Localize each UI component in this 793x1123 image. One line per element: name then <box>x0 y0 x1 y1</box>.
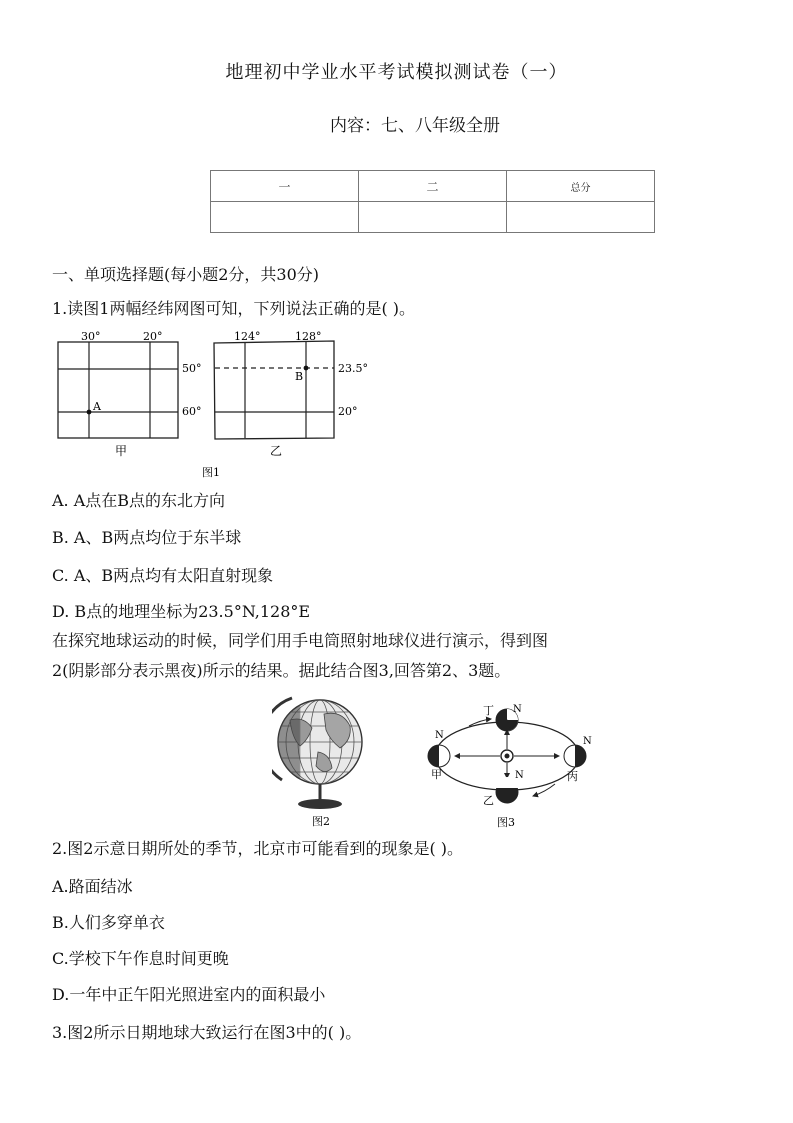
pos-bing: 丙 <box>567 770 578 783</box>
north-label-yi: N <box>515 770 524 781</box>
score-value-2[interactable] <box>359 202 507 233</box>
north-label-jia: N <box>435 730 444 741</box>
section-heading: 一、单项选择题(每小题2分，共30分) <box>52 265 320 284</box>
figure3-caption: 图3 <box>497 816 515 829</box>
q1-option-a[interactable]: A. A点在B点的东北方向 <box>52 491 226 510</box>
point-a-marker <box>87 410 92 415</box>
earth-bing <box>564 745 586 767</box>
score-table-header-row <box>211 171 655 202</box>
point-b-marker <box>304 366 309 371</box>
q2-option-c[interactable]: C.学校下午作息时间更晚 <box>52 949 229 968</box>
q1-option-b[interactable]: B. A、B两点均位于东半球 <box>52 528 242 547</box>
jia-lon-2: 20° <box>143 330 163 343</box>
q1-stem: 1.读图1两幅经纬网图可知，下列说法正确的是( )。 <box>52 299 416 318</box>
graticule-yi <box>214 330 368 458</box>
figure1-graticules <box>52 328 382 480</box>
north-label-bing: N <box>583 736 592 747</box>
q2-option-b[interactable]: B.人们多穿单衣 <box>52 913 165 932</box>
jia-lat-1: 50° <box>182 362 202 375</box>
score-header-total: 总分 <box>507 171 655 202</box>
score-header-1: 一 <box>211 171 359 202</box>
point-a-label: A <box>93 400 101 413</box>
figure2-globe <box>272 690 372 830</box>
yi-lat-2: 20° <box>338 405 358 418</box>
pos-ding: 丁 <box>483 704 494 717</box>
jia-label: 甲 <box>115 444 128 458</box>
jia-lon-1: 30° <box>81 330 101 343</box>
q2-stem: 2.图2示意日期所处的季节，北京市可能看到的现象是( )。 <box>52 839 464 858</box>
score-table-value-row <box>211 202 655 233</box>
score-header-2: 二 <box>359 171 507 202</box>
intro-line-2: 2(阴影部分表示黑夜)所示的结果。据此结合图3,回答第2、3题。 <box>52 661 511 680</box>
q3-stem: 3.图2所示日期地球大致运行在图3中的( )。 <box>52 1023 362 1042</box>
yi-lat-1: 23.5° <box>338 362 368 375</box>
pos-yi: 乙 <box>483 794 494 807</box>
intro-line-1: 在探究地球运动的时候，同学们用手电筒照射地球仪进行演示，得到图 <box>52 631 549 650</box>
q1-option-d[interactable]: D. B点的地理坐标为23.5°N,128°E <box>52 602 311 621</box>
figure1-caption: 图1 <box>202 466 220 479</box>
graticule-jia <box>58 330 202 458</box>
pos-jia: 甲 <box>431 768 442 781</box>
q1-option-c[interactable]: C. A、B两点均有太阳直射现象 <box>52 566 274 585</box>
yi-lon-2: 128° <box>295 330 322 343</box>
yi-lon-1: 124° <box>234 330 261 343</box>
exam-subtitle: 内容：七、八年级全册 <box>330 116 500 136</box>
score-value-total[interactable] <box>507 202 655 233</box>
q2-option-d[interactable]: D.一年中正午阳光照进室内的面积最小 <box>52 985 326 1004</box>
north-label-ding: N <box>513 704 522 715</box>
score-value-1[interactable] <box>211 202 359 233</box>
figure3-orbit <box>425 700 605 832</box>
jia-lat-2: 60° <box>182 405 202 418</box>
yi-label: 乙 <box>270 444 283 458</box>
figure2-caption: 图2 <box>312 815 330 828</box>
point-b-label: B <box>295 370 304 383</box>
score-table <box>210 170 655 233</box>
exam-title: 地理初中学业水平考试模拟测试卷（一） <box>225 62 568 83</box>
q2-option-a[interactable]: A.路面结冰 <box>52 877 133 896</box>
earth-jia <box>428 745 450 767</box>
